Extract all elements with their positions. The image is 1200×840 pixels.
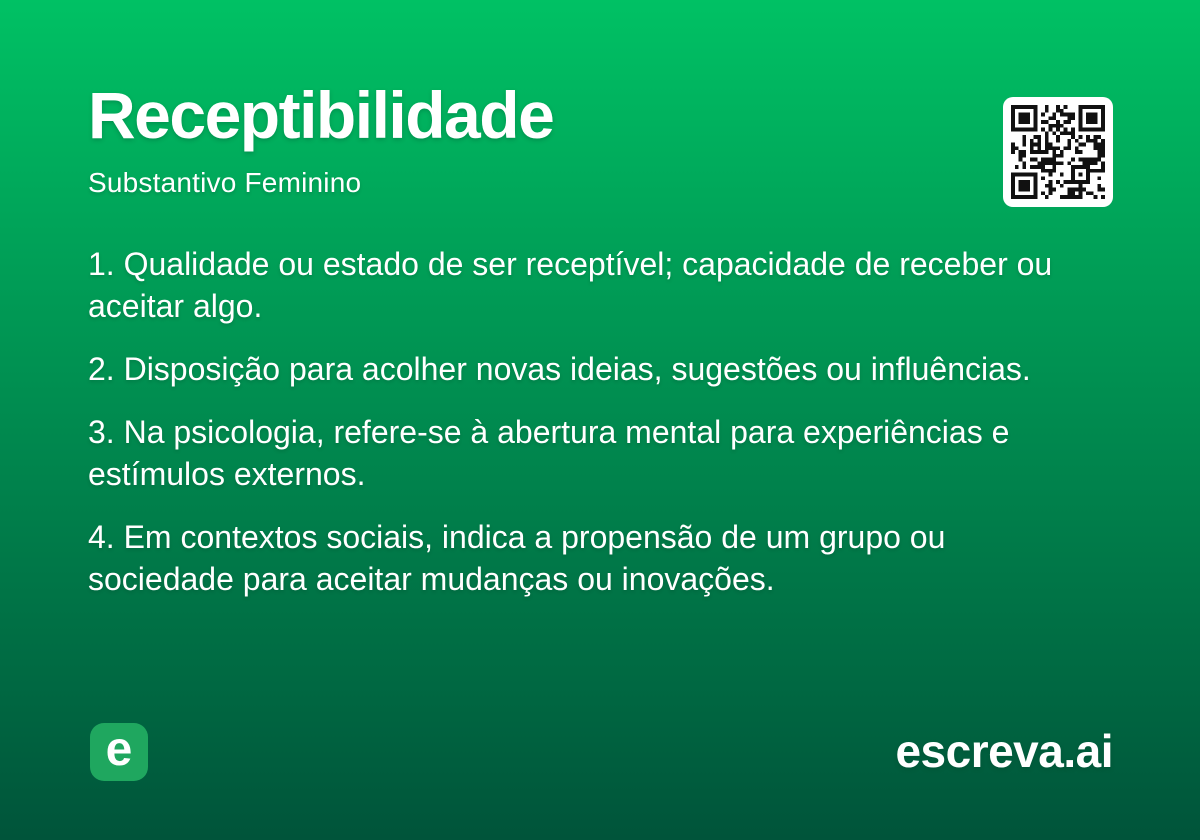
part-of-speech-label: Substantivo Feminino xyxy=(88,167,362,198)
qr-code-icon xyxy=(1003,97,1113,207)
definition-item: 4. Em contextos sociais, indica a propensão de um grupo ou sociedade para aceitar mudanças ou inovações. xyxy=(88,519,946,597)
page-title: Receptibilidade xyxy=(88,78,554,152)
brand-logo xyxy=(90,723,148,781)
definition-item: 3. Na psicologia, refere-se à abertura mental para experiências e estímulos externos. xyxy=(88,414,1010,492)
definitions-list xyxy=(88,243,1068,621)
definition-item: 2. Disposição para acolher novas ideias, sugestões ou influências. xyxy=(88,351,1031,387)
definition-item: 1. Qualidade ou estado de ser receptível; capacidade de receber ou aceitar algo. xyxy=(88,246,1053,324)
brand-logo-letter: e xyxy=(105,723,133,776)
brand-name: escreva.ai xyxy=(895,725,1113,777)
